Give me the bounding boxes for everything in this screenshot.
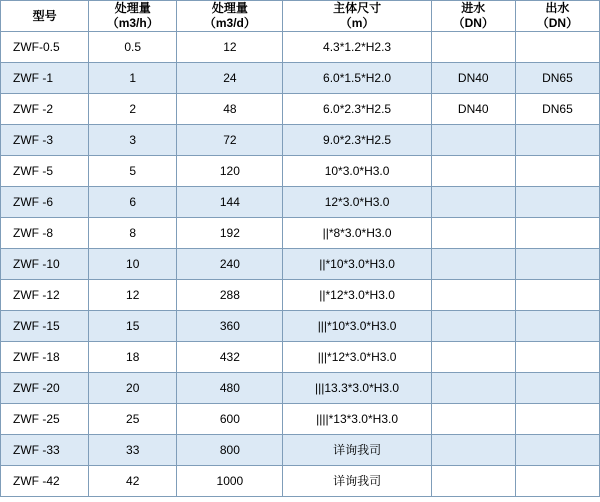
cell-inlet — [431, 156, 515, 187]
cell-model: ZWF -5 — [1, 156, 89, 187]
cell-model: ZWF -18 — [1, 342, 89, 373]
cell-capacity-daily: 12 — [177, 32, 283, 63]
cell-model: ZWF -33 — [1, 435, 89, 466]
table-row — [1, 94, 600, 125]
cell-dimensions: ||||*13*3.0*H3.0 — [283, 404, 431, 435]
column-header-inlet — [431, 1, 515, 32]
cell-inlet — [431, 404, 515, 435]
cell-outlet: DN65 — [515, 63, 599, 94]
column-header-outlet-line1: 出水 — [545, 1, 570, 15]
cell-model: ZWF -15 — [1, 311, 89, 342]
cell-capacity-hourly: 42 — [89, 466, 177, 497]
cell-capacity-daily: 144 — [177, 187, 283, 218]
cell-dimensions: |||*12*3.0*H3.0 — [283, 342, 431, 373]
table-row — [1, 435, 600, 466]
cell-capacity-hourly: 1 — [89, 63, 177, 94]
cell-outlet — [515, 249, 599, 280]
cell-capacity-daily: 360 — [177, 311, 283, 342]
cell-capacity-daily: 24 — [177, 63, 283, 94]
cell-outlet: DN65 — [515, 94, 599, 125]
cell-dimensions: 9.0*2.3*H2.5 — [283, 125, 431, 156]
cell-dimensions: ||*10*3.0*H3.0 — [283, 249, 431, 280]
cell-model: ZWF -42 — [1, 466, 89, 497]
cell-capacity-hourly: 8 — [89, 218, 177, 249]
column-header-model — [1, 1, 89, 32]
cell-model: ZWF -12 — [1, 280, 89, 311]
cell-capacity-daily: 800 — [177, 435, 283, 466]
cell-dimensions: ||*12*3.0*H3.0 — [283, 280, 431, 311]
table-body — [1, 32, 600, 497]
column-header-dimensions-line2: （m） — [339, 16, 375, 30]
cell-outlet — [515, 404, 599, 435]
table-row — [1, 187, 600, 218]
cell-inlet — [431, 249, 515, 280]
cell-inlet — [431, 280, 515, 311]
column-header-capacity-daily — [177, 1, 283, 32]
cell-capacity-daily: 72 — [177, 125, 283, 156]
cell-capacity-daily: 48 — [177, 94, 283, 125]
cell-model: ZWF -2 — [1, 94, 89, 125]
cell-capacity-hourly: 20 — [89, 373, 177, 404]
cell-model: ZWF -1 — [1, 63, 89, 94]
column-header-outlet-line2: （DN） — [536, 16, 579, 30]
cell-outlet — [515, 280, 599, 311]
cell-capacity-hourly: 6 — [89, 187, 177, 218]
cell-inlet — [431, 435, 515, 466]
table-row — [1, 373, 600, 404]
column-header-capacity-hourly — [89, 1, 177, 32]
cell-inlet — [431, 125, 515, 156]
cell-capacity-hourly: 18 — [89, 342, 177, 373]
cell-dimensions: 10*3.0*H3.0 — [283, 156, 431, 187]
table-row — [1, 63, 600, 94]
cell-capacity-hourly: 5 — [89, 156, 177, 187]
cell-model: ZWF -8 — [1, 218, 89, 249]
cell-capacity-hourly: 15 — [89, 311, 177, 342]
cell-model: ZWF -25 — [1, 404, 89, 435]
column-header-inlet-line1: 进水 — [461, 1, 486, 15]
table-row — [1, 32, 600, 63]
column-header-model-line1: 型号 — [32, 8, 57, 23]
table-header-row — [1, 1, 600, 32]
cell-inlet — [431, 218, 515, 249]
cell-outlet — [515, 125, 599, 156]
column-header-dimensions — [283, 1, 431, 32]
table-row — [1, 218, 600, 249]
cell-inlet — [431, 466, 515, 497]
cell-dimensions: 4.3*1.2*H2.3 — [283, 32, 431, 63]
cell-inlet — [431, 311, 515, 342]
cell-capacity-daily: 600 — [177, 404, 283, 435]
cell-outlet — [515, 435, 599, 466]
cell-inlet — [431, 32, 515, 63]
cell-capacity-hourly: 10 — [89, 249, 177, 280]
cell-capacity-hourly: 12 — [89, 280, 177, 311]
cell-capacity-hourly: 25 — [89, 404, 177, 435]
cell-capacity-daily: 240 — [177, 249, 283, 280]
cell-dimensions: 详询我司 — [283, 435, 431, 466]
cell-capacity-hourly: 0.5 — [89, 32, 177, 63]
cell-outlet — [515, 342, 599, 373]
table-header — [1, 1, 600, 32]
cell-capacity-daily: 192 — [177, 218, 283, 249]
cell-outlet — [515, 311, 599, 342]
cell-inlet: DN40 — [431, 63, 515, 94]
cell-dimensions: 12*3.0*H3.0 — [283, 187, 431, 218]
cell-model: ZWF-0.5 — [1, 32, 89, 63]
cell-capacity-daily: 480 — [177, 373, 283, 404]
table-row — [1, 311, 600, 342]
cell-inlet — [431, 342, 515, 373]
table-row — [1, 249, 600, 280]
column-header-capacity-hourly-line1: 处理量 — [114, 1, 151, 15]
table-row — [1, 466, 600, 497]
cell-outlet — [515, 187, 599, 218]
cell-model: ZWF -3 — [1, 125, 89, 156]
cell-dimensions: ||*8*3.0*H3.0 — [283, 218, 431, 249]
cell-model: ZWF -10 — [1, 249, 89, 280]
cell-capacity-daily: 432 — [177, 342, 283, 373]
cell-outlet — [515, 373, 599, 404]
cell-outlet — [515, 156, 599, 187]
cell-inlet: DN40 — [431, 94, 515, 125]
cell-inlet — [431, 373, 515, 404]
table-row — [1, 342, 600, 373]
cell-capacity-hourly: 33 — [89, 435, 177, 466]
table-row — [1, 125, 600, 156]
cell-dimensions: 6.0*2.3*H2.5 — [283, 94, 431, 125]
cell-capacity-hourly: 2 — [89, 94, 177, 125]
column-header-dimensions-line1: 主体尺寸 — [333, 1, 382, 15]
cell-dimensions: |||13.3*3.0*H3.0 — [283, 373, 431, 404]
cell-capacity-hourly: 3 — [89, 125, 177, 156]
cell-model: ZWF -20 — [1, 373, 89, 404]
cell-dimensions: |||*10*3.0*H3.0 — [283, 311, 431, 342]
cell-model: ZWF -6 — [1, 187, 89, 218]
cell-inlet — [431, 187, 515, 218]
cell-dimensions: 详询我司 — [283, 466, 431, 497]
cell-outlet — [515, 466, 599, 497]
cell-dimensions: 6.0*1.5*H2.0 — [283, 63, 431, 94]
cell-capacity-daily: 120 — [177, 156, 283, 187]
cell-outlet — [515, 218, 599, 249]
table-row — [1, 156, 600, 187]
table-row — [1, 404, 600, 435]
cell-capacity-daily: 288 — [177, 280, 283, 311]
column-header-capacity-daily-line1: 处理量 — [211, 1, 248, 15]
column-header-capacity-daily-line2: （m3/d） — [203, 16, 256, 30]
column-header-inlet-line2: （DN） — [452, 16, 494, 30]
column-header-outlet — [515, 1, 599, 32]
table-row — [1, 280, 600, 311]
column-header-capacity-hourly-line2: （m3/h） — [106, 16, 159, 30]
cell-capacity-daily: 1000 — [177, 466, 283, 497]
cell-outlet — [515, 32, 599, 63]
